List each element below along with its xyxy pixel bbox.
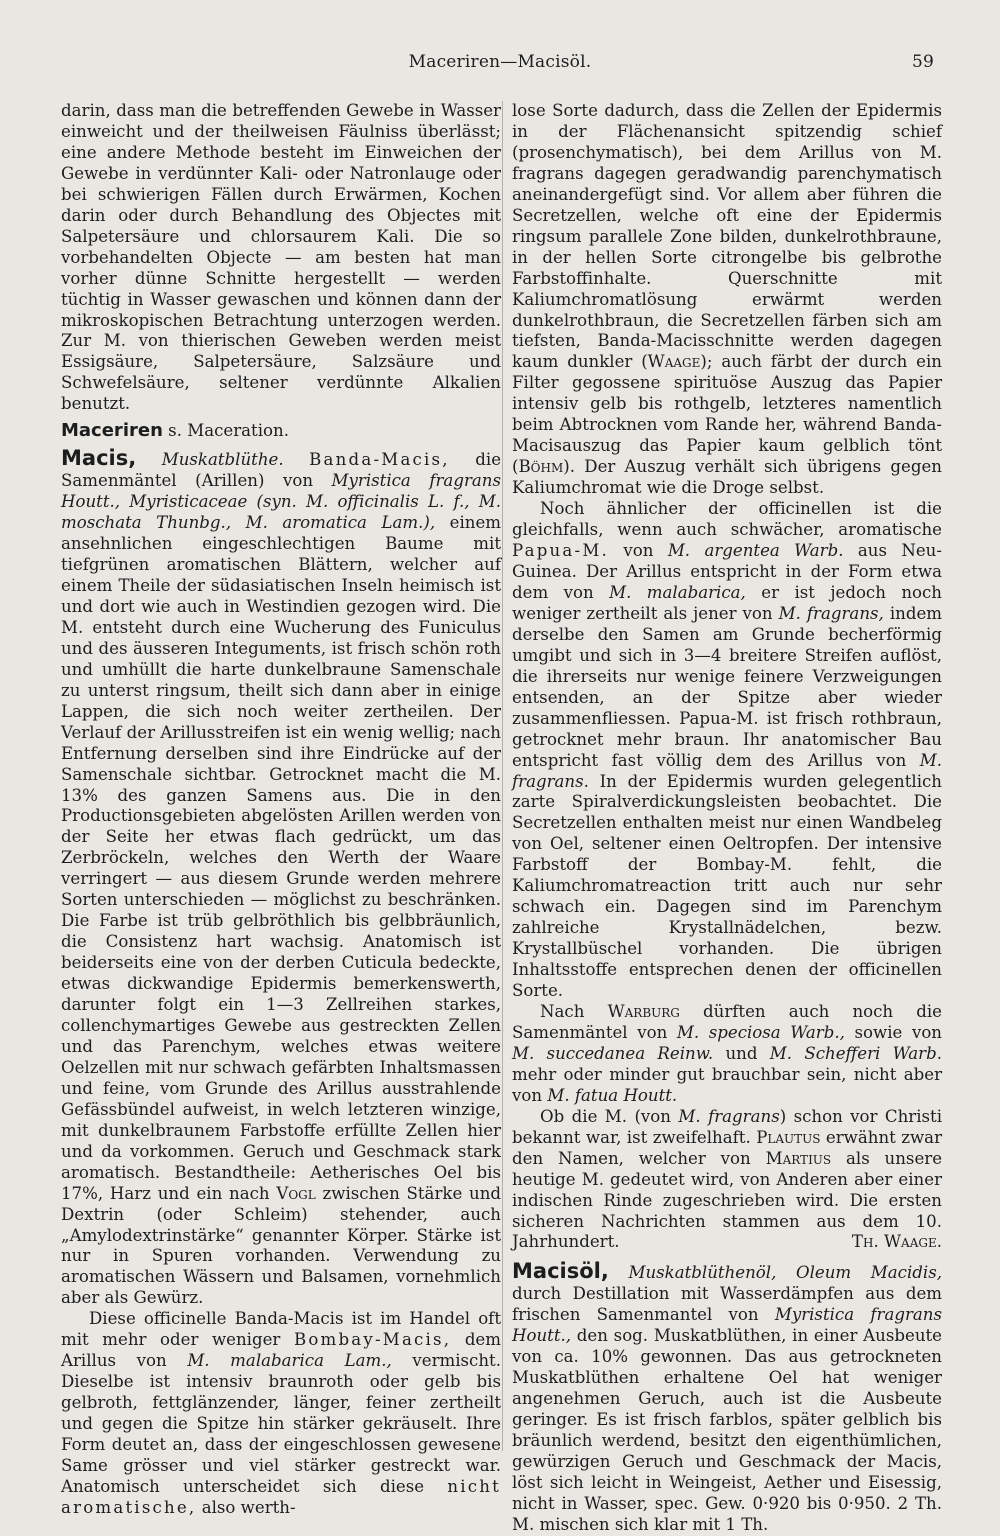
botanical-name: M. speciosa Warb., — [676, 1022, 845, 1042]
paragraph-bombay — [61, 1309, 501, 1519]
text-run: vermischt. Dieselbe ist intensiv braunroth oder gelb bis gelbroth, fettglänzender, länger, feiner zertheilt und gegen die Spitze hin stärker gekräuselt. Ihre Form deutet an, dass der eingeschlossen gewesene Same grösser und viel stärker gestreckt war. Anatomisch unterscheidet sich diese — [61, 1351, 501, 1496]
botanical-name: M. malabarica, — [609, 582, 746, 602]
text-run: dem Arillus von — [61, 1330, 501, 1371]
paragraph-papua — [512, 499, 942, 1002]
paragraph-maceration-methods — [61, 101, 501, 415]
text-run: Ob die M. (von — [540, 1106, 671, 1126]
botanical-name: M. fragrans, — [778, 603, 884, 623]
botanical-name: Myristica fragrans Houtt., Myristicaceae (syn. M. officinalis L. f., M. moschata Thunbg., M. aromatica Lam.), — [61, 471, 501, 533]
text-run: also werth- — [201, 1497, 296, 1517]
text-run: zwischen Stärke und Dextrin (oder Schleim) stehender, auch „Amylodextrinstärke“ genannter Körper. Stärke ist nur in Spuren vorhanden. Verwendung zu aromatischen Wässern und Balsamen, vornehmlich aber als Gewürz. — [61, 1183, 502, 1308]
synonym: Muskatblüthenöl, Oleum Macidis, — [628, 1263, 942, 1283]
text-run: dürften auch noch die Samenmäntel von — [512, 1001, 942, 1042]
text-run: ); auch färbt der durch ein Filter gegossene spirituöse Auszug das Papier intensiv gelb bis rothgelb, letzteres namentlich beim Abtrocknen vom Rande her, während Banda-Macisauszug das Papier kaum gelblich tönt ( — [512, 352, 942, 477]
entry-macisoel — [512, 1261, 942, 1535]
text-run: Nach — [540, 1001, 585, 1021]
text-run: ) schon vor Christi bekannt war, ist zweifelhaft. — [512, 1106, 942, 1147]
author-signature: Th. Waage. — [851, 1232, 942, 1252]
author-name: Waage — [647, 352, 701, 372]
page-number: 59 — [911, 52, 934, 72]
paragraph-warburg — [512, 1002, 942, 1107]
botanical-name: M. fragrans. — [512, 750, 942, 791]
botanical-name: M. fatua Houtt. — [547, 1085, 678, 1105]
text-run: indem derselbe den Samen am Grunde becherförmig umgibt und sich in 3—4 breitere Streifen auflöst, die ihrerseits nur wenige feinere Verzweigungen entsenden, an der Spitze aber wieder zusammenfliessen. Papua-M. ist frisch rothbraun, getrocknet mehr braun. Ihr anatomischer Bau entspricht fast völlig dem des Arillus von — [512, 603, 943, 770]
text-run: Noch ähnlicher der officinellen ist die gleichfalls, wenn auch schwächer, aromatische — [512, 499, 942, 540]
cross-reference: s. Maceration. — [168, 421, 289, 441]
botanical-name: Myristica fragrans Houtt., — [512, 1305, 942, 1346]
text-run: aus Neu-Guinea. Der Arillus entspricht in der Form etwa dem von — [512, 541, 942, 602]
botanical-name: M. succedanea Reinw. — [512, 1043, 714, 1063]
column-divider — [502, 101, 503, 1451]
text-run: lose Sorte dadurch, dass die Zellen der Epidermis in der Flächenansicht spitzendig schief (prosenchymatisch), bei dem Arillus von M. fragrans dagegen geradwandig parenchymatisch aneinandergefügt sind. Vor allem aber führen die Secretzellen, welche oft eine der Epidermis ringsum parallele Zone bilden, dunkelrothbraune, in der hellen Sorte citrongelbe bis gelbrothe Farbstoffinhalte. Querschnitte mit Kaliumchromatlösung erwärmt werden dunkelrothbraun, die Secretzellen färben sich am tiefsten, Banda-Macisschnitte werden dagegen kaum dunkler ( — [512, 101, 942, 372]
text-run: den sog. Muskatblüthen, in einer Ausbeute von ca. 10% gewonnen. Das aus getrockneten Muskatblüthen erhaltene Oel hat weniger angenehmen Geruch, auch ist die Ausbeute geringer. Es ist frisch farblos, später gelblich bis bräunlich werdend, besitzt den eigenthümlichen, gewürzigen Geruch und Geschmack der Macis, löst sich leicht in Weingeist, Aether und Eisessig, nicht in Wasser, spec. Gew. 0·920 bis 0·950. 2 Th. M. mischen sich klar mit 1 Th. — [512, 1326, 942, 1534]
text-run: als unsere heutige M. gedeutet wird, von Anderen aber einer indischen Rinde zugeschrieben wird. Die ersten sicheren Nachrichten stammen aus dem 10. Jahrhundert. — [512, 1148, 943, 1252]
text-run: die Samenmäntel (Arillen) von — [61, 450, 502, 491]
running-title: Maceriren—Macisöl. — [408, 52, 592, 72]
author-name: Böhm — [518, 457, 564, 477]
botanical-name: M. Schefferi Warb. — [769, 1043, 942, 1063]
author-name: Martius — [765, 1148, 832, 1168]
text-run: und — [725, 1043, 758, 1063]
author-name: Warburg — [607, 1001, 680, 1021]
spaced-term: Papua-M. — [512, 541, 609, 561]
text-run: sowie von — [854, 1022, 942, 1042]
botanical-name: M. fragrans — [678, 1106, 780, 1126]
author-name: Vogl — [276, 1183, 316, 1203]
text-run: ). Der Auszug verhält sich übrigens gegen Kaliumchromat wie die Droge selbst. — [512, 457, 942, 498]
entry-maceriren — [61, 421, 501, 442]
headword-macisoel: Macisöl, — [512, 1259, 609, 1284]
headword-maceriren: Maceriren — [61, 420, 163, 442]
author-name: Plautus — [756, 1127, 821, 1147]
botanical-name: M. argentea Warb. — [667, 541, 844, 561]
left-column — [61, 101, 501, 1519]
text-run: Diese officinelle Banda-Macis ist im Handel oft mit mehr oder weniger — [61, 1309, 501, 1350]
text-run: einem ansehnlichen eingeschlechtigen Baume mit tiefgrünen aromatischen Blättern, welcher auf einem Theile der südasiatischen Inseln heimisch ist und dort wie auch in Westindien gezogen wird. Die M. entsteht durch eine Wucherung des Funiculus und des äusseren Integuments, ist frisch schön roth und umhüllt die harte dunkelbraune Samenschale zu unterst ringsum, theilt sich dann aber in einige Lappen, die sich noch weiter zertheilen. Der Verlauf der Arillusstreifen ist ein wenig wellig; nach Entfernung derselben sind ihre Eindrücke auf der Samenschale sichtbar. Getrocknet macht die M. 13% des ganzen Samens aus. Die in den Productionsgebieten abgelösten Arillen werden von der Seite her etwas flach gedrückt, um das Zerbröckeln, welches den Werth der Waare verringert — aus diesem Grunde werden mehrere Sorten unterschieden — möglichst zu beschränken. Die Farbe ist trüb gelbröthlich bis gelbbräunlich, die Consistenz hart wachsig. Anatomisch ist beiderseits eine von der derben Cuticula bedeckte, etwas dickwandige Epidermis bemerkenswerth, darunter folgt ein 1—3 Zellreihen starkes, collenchymartiges Gewebe aus gestreckten Zellen und das Parenchym, welches etwas weitere Oelzellen mit nur schwach gefärbten Inhaltsmassen und feine, vom Grunde des Arillus ausstrahlende Gefässbündel aufweist, in welch letzteren winzige, mit dunkelbraunem Farbstoffe erfüllte Zellen hier und da vorkommen. Geruch und Geschmack stark aromatisch. Bestandtheile: Aetherisches Oel bis 17%, Harz und ein nach — [61, 513, 501, 1203]
paragraph-history — [512, 1107, 942, 1254]
text-run: er ist jedoch noch weniger zertheilt als jener von — [512, 582, 942, 623]
spaced-term: nicht aromatische, — [61, 1476, 501, 1517]
text-run: von — [623, 541, 654, 561]
headword-macis: Macis, — [61, 446, 137, 471]
synonym: Muskatblüthe. — [161, 450, 284, 470]
text-run: darin, dass man die betreffenden Gewebe in Wasser einweicht und der theilweisen Fäulniss überlässt; eine andere Methode besteht im Einweichen der Gewebe in verdünnter Kali- oder Natronlauge oder bei schwierigen Fällen durch Erwärmen, Kochen darin oder durch Behandlung des Objectes mit Salpetersäure und chlorsaurem Kali. Die so vorbehandelten Objecte — am besten hat man vorher dünne Schnitte hergestellt — werden tüchtig in Wasser gewaschen und können dann der mikroskopischen Betrachtung unterzogen werden. Zur M. von thierischen Geweben werden meist Essigsäure, Salpetersäure, Salzsäure und Schwefelsäure, seltener verdünnte Alkalien benutzt. — [61, 101, 501, 414]
text-run: durch Destillation mit Wasserdämpfen aus dem frischen Samenmantel von — [512, 1284, 942, 1325]
entry-macis — [61, 448, 501, 1309]
running-head — [0, 52, 1000, 86]
paragraph-anatomy — [512, 101, 942, 499]
text-run: In der Epidermis wurden gelegentlich zarte Spiralverdickungsleisten beobachtet. Die Secretzellen enthalten meist nur einen Wandbeleg von Oel, seltener einen Oeltropfen. Der intensive Farbstoff der Bombay-M. fehlt, die Kaliumchromatreaction tritt auch nur sehr schwach ein. Dagegen sind im Parenchym zahlreiche Krystallnädelchen, bezw. Krystallbüschel vorhanden. Die übrigen Inhaltsstoffe entsprechen denen der officinellen Sorte. — [512, 771, 942, 1001]
text-run: mehr oder minder gut brauchbar sein, nicht aber von — [512, 1064, 942, 1105]
text-run: erwähnt zwar den Namen, welcher von — [512, 1127, 943, 1168]
botanical-name: M. malabarica Lam., — [187, 1351, 392, 1371]
spaced-term: Bombay-Macis, — [293, 1330, 452, 1350]
spaced-term: Banda-Macis, — [309, 450, 450, 470]
right-column — [512, 101, 942, 1536]
